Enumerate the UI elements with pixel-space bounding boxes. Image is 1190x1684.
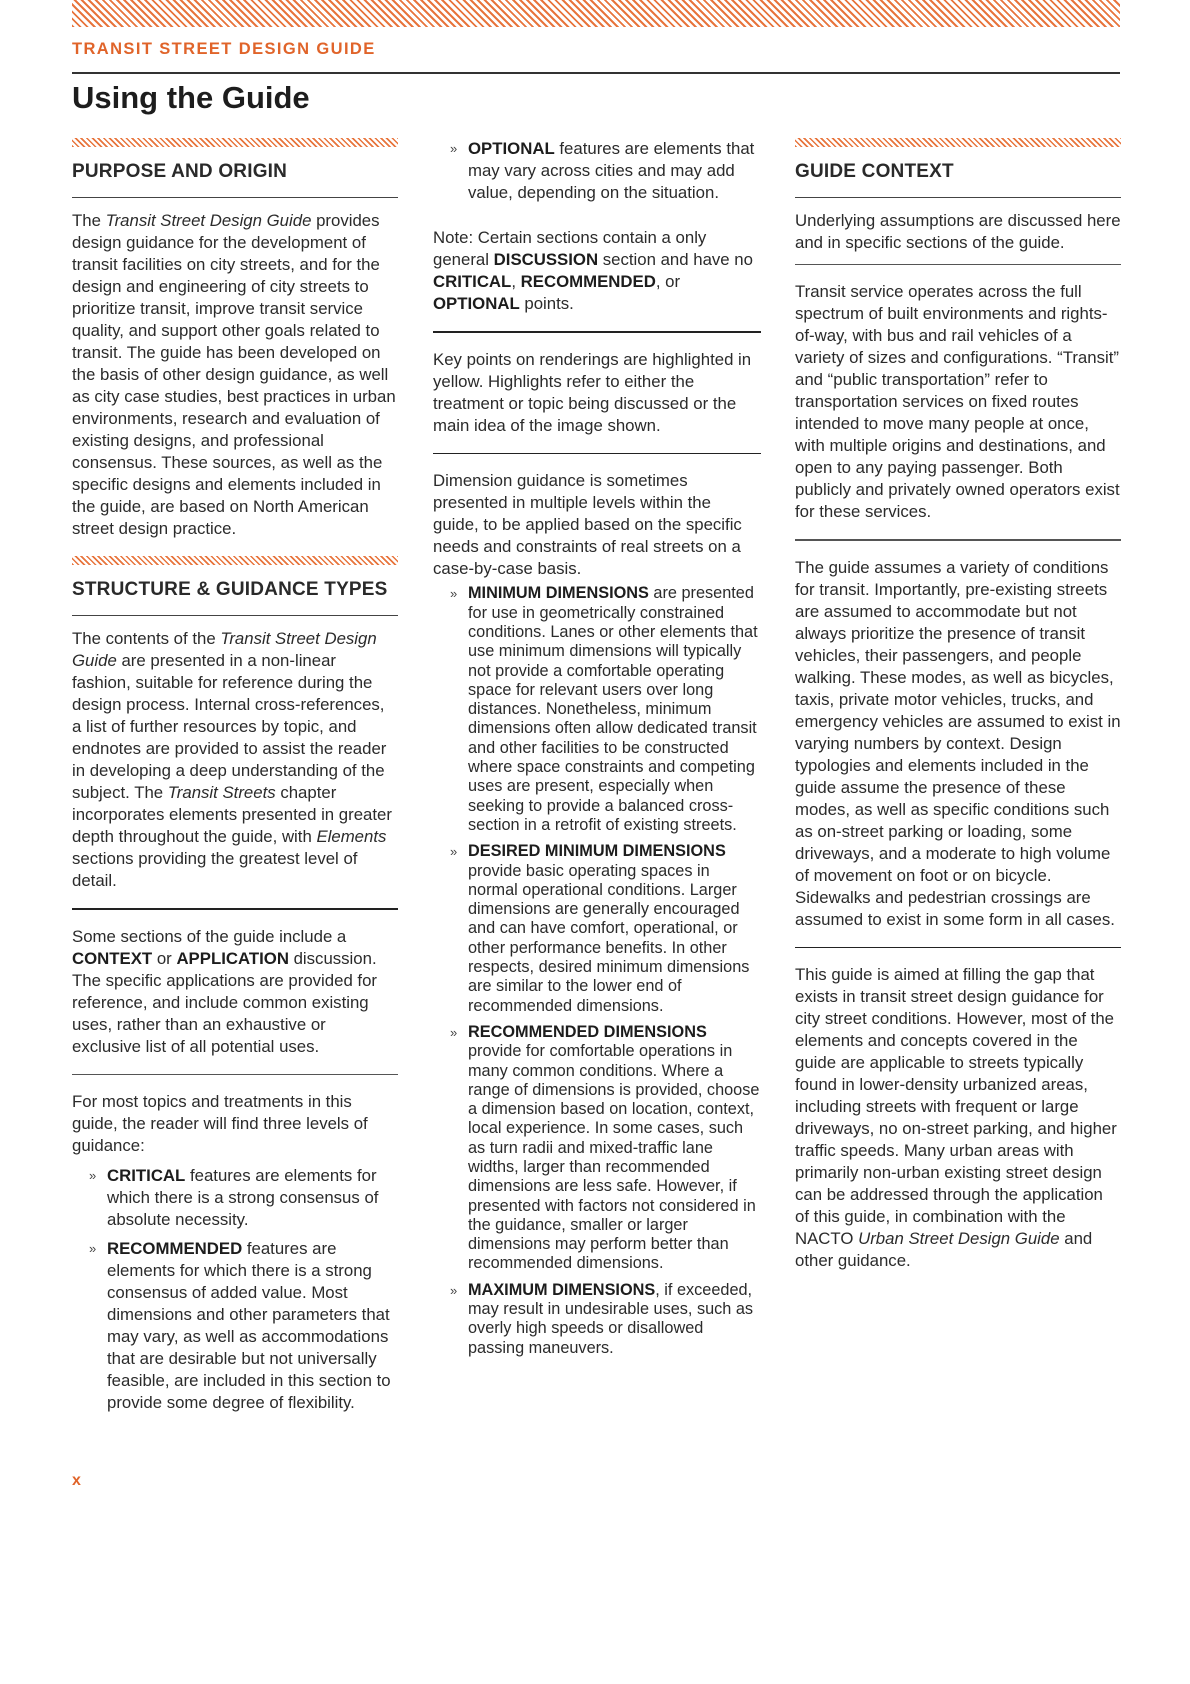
list-item: » MAXIMUM DIMENSIONS, if exceeded, may result in undesirable uses, such as overly high speeds or disallowed passing maneuvers. [433,1281,761,1358]
dimension-intro-paragraph: Dimension guidance is sometimes presented in multiple levels within the guide, to be applied based on the specific needs and constraints of real streets on a case-by-case basis. [433,471,742,579]
column-2 [433,138,761,1365]
page-number: x [72,1472,81,1489]
guidance-levels-list [72,1165,398,1414]
list-item: » RECOMMENDED DIMENSIONS provide for comfortable operations in many common conditions. Where a range of dimensions is provided, choose a dimension based on location, context, local experience. In some cases, such as turn radii and mixed-traffic lane widths, larger than recommended dimensions are less safe. However, if presented with factors not considered in the guidance, smaller or larger dimensions may perform better than recommended dimensions. [433,1023,761,1274]
list-item: » CRITICAL features are elements for which there is a strong consensus of absolute necessity. [72,1165,398,1231]
column-1 [72,138,398,1421]
context-paragraph-3: The guide assumes a variety of conditions for transit. Importantly, pre-existing streets are assumed to accommodate but not always prioritize the presence of transit vehicles, their passengers, and people walking. These modes, as well as bicycles, taxis, private motor vehicles, trucks, and emergency vehicles are assumed to exist in varying numbers by context. Design typologies and elements included in the guide assume the presence of these modes, as well as specific conditions such as on-street parking or loading, some driveways, and a moderate to high volume of movement on foot or on bicycle. Sidewalks and pedestrian crossings are assumed to exist in some form in all cases. [795,557,1121,929]
section-hatch [72,138,398,147]
list-item: » OPTIONAL features are elements that may vary across cities and may add value, depending on the situation. [433,138,761,204]
structure-heading: STRUCTURE & GUIDANCE TYPES [72,579,388,601]
section-rule [72,615,398,616]
header-hatch-band [72,0,1120,27]
note-paragraph: Note: Certain sections contain a only general DISCUSSION section and have no CRITICAL, RECOMMENDED, or OPTIONAL points. [433,228,753,313]
section-hatch [795,138,1121,147]
section-rule [795,197,1121,198]
list-item: » MINIMUM DIMENSIONS are presented for use in geometrically constrained conditions. Lanes or other elements that use minimum dimensions will typically not provide a comfortable operating space for relevant users over long distances. Nonetheless, minimum dimensions often allow dedicated transit and other facilities to be constructed where space constraints and competing uses are present, especially when seeking to provide a balanced cross-section in a retrofit of existing streets. [433,584,761,835]
context-application-paragraph: Some sections of the guide include a CONTEXT or APPLICATION discussion. The specific applications are provided for reference, and include common existing uses, rather than an exhaustive or exclusive list of all potential uses. [72,927,378,1057]
key-points-paragraph: Key points on renderings are highlighted in yellow. Highlights refer to either the treatment or topic being discussed or the main idea of the image shown. [433,349,752,435]
column-3 [795,138,1121,1272]
context-paragraph-1: Underlying assumptions are discussed here and in specific sections of the guide. [795,211,1121,253]
context-paragraph-2: Transit service operates across the full spectrum of built environments and rights-of-way, with bus and rail vehicles of a variety of sizes and configurations. “Transit” and “public transportation” refer to transportation services on fixed routes intended to move many people at once, with multiple origins and destinations, and open to any paying passenger. Both publicly and privately owned operators exist for these services. [795,282,1120,522]
structure-paragraph: The contents of the Transit Street Design Guide are presented in a non-linear fashion, suitable for reference during the design process. Internal cross-references, a list of further resources by topic, and endnotes are provided to assist the reader in developing a deep understanding of the subject. The Transit Streets chapter incorporates elements presented in greater depth throughout the guide, with Elements sections providing the greatest level of detail. [72,629,392,891]
guide-context-heading: GUIDE CONTEXT [795,161,954,182]
context-paragraph-4: This guide is aimed at filling the gap that exists in transit street design guidance for city street conditions. However, most of the elements and concepts covered in the guide are applicable to streets typically found in lower-density urbanized areas, including streets with frequent or large driveways, no on-street parking, and higher traffic speeds. Many urban areas with primarily non-urban existing street design can be addressed through the application of this guide, in combination with the NACTO Urban Street Design Guide and other guidance. [795,965,1117,1271]
purpose-paragraph: The Transit Street Design Guide provides design guidance for the development of transit facilities on city streets, and for the design and engineering of city streets to prioritize transit, improve transit service quality, and support other goals related to transit. The guide has been developed on the basis of other design guidance, as well as city case studies, best practices in urban environments, research and evaluation of existing designs, and professional consensus. These sources, as well as the specific designs and elements included in the guide, are based on North American street design practice. [72,211,396,539]
dimensions-list [433,584,761,1358]
guidance-levels-list-continued [433,138,761,204]
page-title: Using the Guide [72,80,310,115]
header-rule [72,72,1120,74]
list-item: » RECOMMENDED features are elements for which there is a strong consensus of added value. Most dimensions and other parameters that may vary, as well as accommodations that are desirable but not universally feasible, are included in this section to provide some degree of flexibility. [72,1238,398,1414]
purpose-heading: PURPOSE AND ORIGIN [72,161,288,182]
section-hatch [72,556,398,565]
guidance-levels-intro: For most topics and treatments in this guide, the reader will find three levels of guidance: [72,1092,368,1156]
running-head: TRANSIT STREET DESIGN GUIDE [72,40,376,58]
section-rule [72,197,398,198]
list-item: » DESIRED MINIMUM DIMENSIONS provide basic operating spaces in normal operational conditions. Larger dimensions are generally encouraged and can have comfort, operational, or other performance benefits. In other respects, desired minimum dimensions are similar to the lower end of recommended dimensions. [433,842,761,1016]
